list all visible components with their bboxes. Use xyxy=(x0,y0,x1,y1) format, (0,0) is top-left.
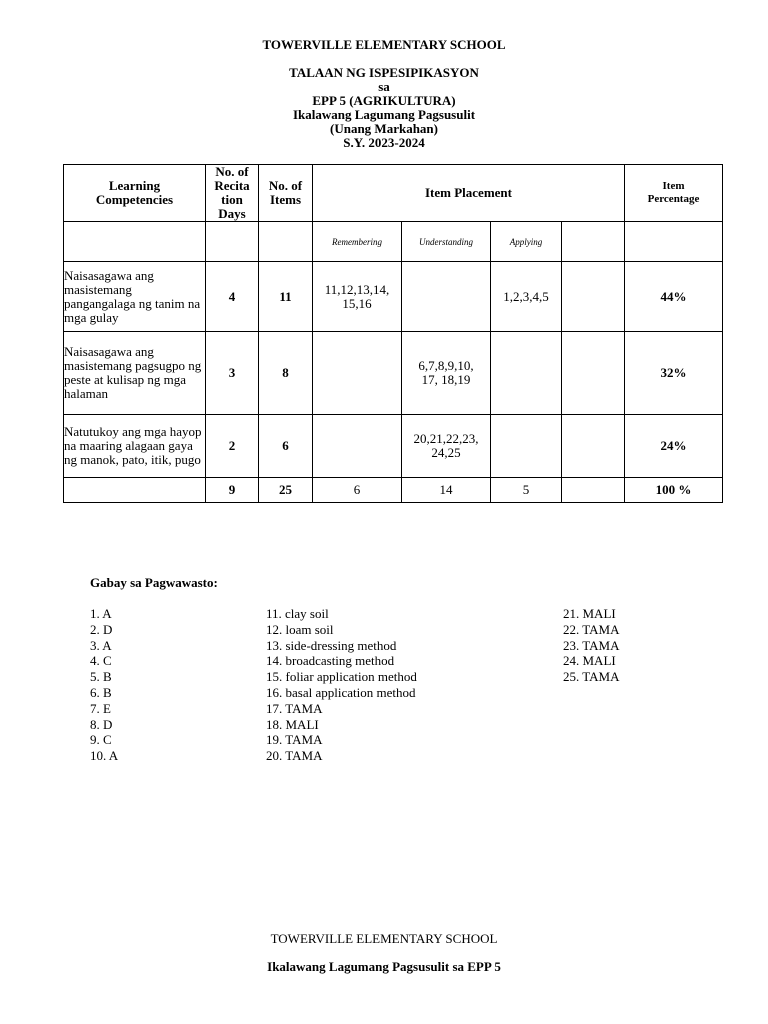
school-name: TOWERVILLE ELEMENTARY SCHOOL xyxy=(262,37,506,52)
remembering-cell: 11,12,13,14, 15,16 xyxy=(313,262,402,332)
applying-cell: 1,2,3,4,5 xyxy=(491,262,562,332)
days-cell: 2 xyxy=(206,415,259,478)
header-item-percentage: Item Percentage xyxy=(625,165,723,222)
items-cell: 6 xyxy=(259,415,313,478)
total-extra-cell xyxy=(562,478,625,503)
subheader-remembering: Remembering xyxy=(313,222,402,262)
title-block xyxy=(0,66,768,150)
table-subheader-row xyxy=(64,222,723,262)
answer-key-column-3 xyxy=(563,606,620,685)
extra-cell xyxy=(562,415,625,478)
answer-item: 17. TAMA xyxy=(266,700,323,716)
answer-item: 19. TAMA xyxy=(266,732,323,748)
answer-item: 20. TAMA xyxy=(266,748,323,764)
footer-exam-title: Ikalawang Lagumang Pagsusulit sa EPP 5 xyxy=(267,959,501,974)
total-percentage-cell: 100 % xyxy=(625,478,723,503)
items-cell: 8 xyxy=(259,332,313,415)
subject-title: EPP 5 (AGRIKULTURA) xyxy=(312,93,456,108)
answer-item: 15. foliar application method xyxy=(266,669,417,685)
competency-cell: Natutukoy ang mga hayop na maaring alagaan gaya ng manok, pato, itik, pugo xyxy=(64,415,206,478)
table-row xyxy=(64,332,723,415)
table-row xyxy=(64,262,723,332)
answer-item: 21. MALI xyxy=(563,606,616,621)
remembering-cell xyxy=(313,332,402,415)
school-year: S.Y. 2023-2024 xyxy=(343,135,425,150)
answer-key-column-1 xyxy=(90,606,118,764)
answer-item: 8. D xyxy=(90,716,113,732)
understanding-cell: 20,21,22,23, 24,25 xyxy=(402,415,491,478)
days-cell: 3 xyxy=(206,332,259,415)
answer-item: 23. TAMA xyxy=(563,637,620,653)
header-competencies: Learning Competencies xyxy=(64,165,206,222)
answer-item: 4. C xyxy=(90,653,112,669)
answer-item: 18. MALI xyxy=(266,716,319,732)
answer-item: 10. A xyxy=(90,748,119,764)
total-items-cell: 25 xyxy=(259,478,313,503)
specification-table xyxy=(63,164,723,503)
header-items: No. of Items xyxy=(259,165,313,222)
percentage-cell: 44% xyxy=(625,262,723,332)
quarter-title: (Unang Markahan) xyxy=(330,121,438,136)
answer-item: 2. D xyxy=(90,621,113,637)
understanding-cell: 6,7,8,9,10, 17, 18,19 xyxy=(402,332,491,415)
percentage-cell: 32% xyxy=(625,332,723,415)
answer-item: 22. TAMA xyxy=(563,621,620,637)
title-sa: sa xyxy=(378,79,390,94)
header-item-placement: Item Placement xyxy=(313,165,625,222)
total-applying-cell: 5 xyxy=(491,478,562,503)
answer-item: 1. A xyxy=(90,606,112,621)
competency-cell: Naisasagawa ang masistemang pagsugpo ng peste at kulisap ng mga halaman xyxy=(64,332,206,415)
total-remembering-cell: 6 xyxy=(313,478,402,503)
answer-item: 25. TAMA xyxy=(563,669,620,685)
answer-item: 24. MALI xyxy=(563,653,616,669)
subheader-extra xyxy=(562,222,625,262)
exam-title: Ikalawang Lagumang Pagsusulit xyxy=(292,107,476,122)
answer-item: 11. clay soil xyxy=(266,606,329,621)
answer-item: 13. side-dressing method xyxy=(266,637,397,653)
total-understanding-cell: 14 xyxy=(402,478,491,503)
totals-row xyxy=(64,478,723,503)
subheader-applying: Applying xyxy=(491,222,562,262)
extra-cell xyxy=(562,332,625,415)
answer-item: 9. C xyxy=(90,732,112,748)
answer-item: 12. loam soil xyxy=(266,621,334,637)
answer-item: 5. B xyxy=(90,669,112,685)
percentage-cell: 24% xyxy=(625,415,723,478)
answer-item: 14. broadcasting method xyxy=(266,653,395,669)
days-cell: 4 xyxy=(206,262,259,332)
remembering-cell xyxy=(313,415,402,478)
footer-school-name: TOWERVILLE ELEMENTARY SCHOOL xyxy=(270,931,498,946)
understanding-cell xyxy=(402,262,491,332)
competency-cell: Naisasagawa ang masistemang pangangalaga ng tanim na mga gulay xyxy=(64,262,206,332)
header-recitation-days: No. of Recita tion Days xyxy=(206,165,259,222)
answer-item: 3. A xyxy=(90,637,112,653)
answer-key-title: Gabay sa Pagwawasto: xyxy=(90,575,218,590)
subheader-understanding: Understanding xyxy=(402,222,491,262)
items-cell: 11 xyxy=(259,262,313,332)
applying-cell xyxy=(491,415,562,478)
answer-item: 7. E xyxy=(90,700,111,716)
document-title: TALAAN NG ISPESIPIKASYON xyxy=(289,65,479,80)
extra-cell xyxy=(562,262,625,332)
table-row xyxy=(64,415,723,478)
answer-key-column-2 xyxy=(266,606,417,764)
totals-label-cell xyxy=(64,478,206,503)
applying-cell xyxy=(491,332,562,415)
answer-item: 6. B xyxy=(90,684,112,700)
total-days-cell: 9 xyxy=(206,478,259,503)
table-header-row xyxy=(64,165,723,222)
answer-item: 16. basal application method xyxy=(266,684,416,700)
